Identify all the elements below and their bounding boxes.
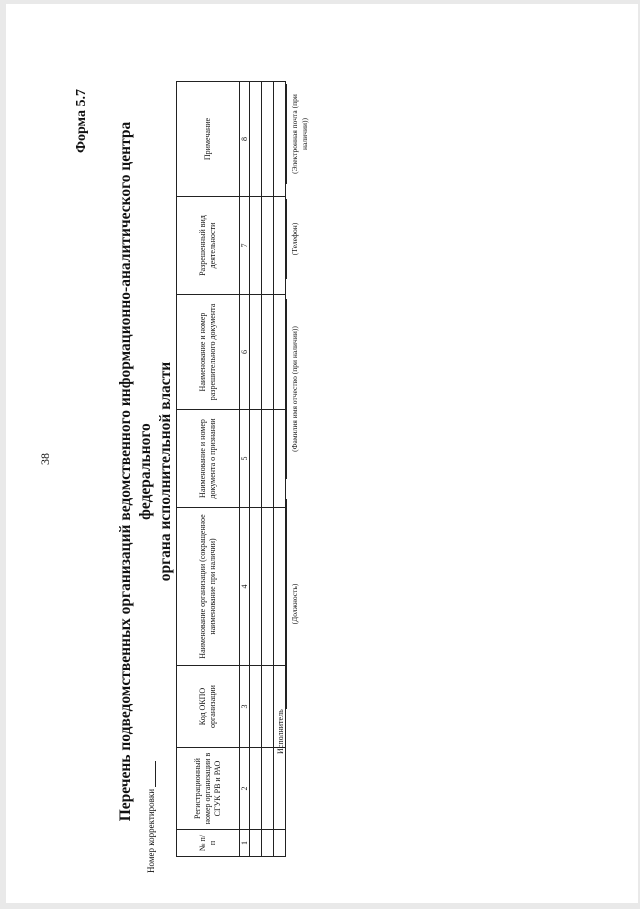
column-number: 1 <box>240 830 250 857</box>
table-cell <box>274 410 286 508</box>
header-cell: Разрешенный вид деятельности <box>177 197 240 295</box>
email-caption: (Электронная почта (при наличии)) <box>290 94 309 174</box>
table-cell <box>262 830 274 857</box>
header-cell: Наименование и номер разрешительного документа <box>177 295 240 410</box>
table-cell <box>250 295 262 410</box>
table-cell <box>274 748 286 830</box>
table-cell <box>274 197 286 295</box>
header-cell: № п/п <box>177 830 240 857</box>
header-cell: Наименование организации (сокращенное наименование при наличии) <box>177 508 240 666</box>
title-line-2: органа исполнительной власти <box>157 361 174 582</box>
table-cell <box>250 508 262 666</box>
table-cell <box>274 295 286 410</box>
table-cell <box>250 197 262 295</box>
table-cell <box>262 748 274 830</box>
header-cell: Примечание <box>177 82 240 197</box>
table-cell <box>262 508 274 666</box>
table-cell <box>262 197 274 295</box>
column-number: 4 <box>240 508 250 666</box>
table-header-row <box>177 82 240 857</box>
table-cell <box>274 508 286 666</box>
correction-label: Номер корректировки <box>146 788 156 873</box>
table-cell <box>262 295 274 410</box>
header-cell: Код ОКПО организации <box>177 666 240 748</box>
document-title <box>116 74 176 869</box>
table-cell <box>250 410 262 508</box>
name-signature-line <box>286 299 287 479</box>
table-row <box>262 82 274 857</box>
table-cell <box>274 82 286 197</box>
table-cell <box>250 82 262 197</box>
table-cell <box>250 748 262 830</box>
name-caption: (Фамилия имя отчество (при наличии)) <box>290 326 299 452</box>
table-cell <box>250 666 262 748</box>
column-number: 5 <box>240 410 250 508</box>
column-number: 8 <box>240 82 250 197</box>
column-number-row <box>240 82 250 857</box>
document-page <box>6 4 638 903</box>
form-label: Форма 5.7 <box>74 89 89 154</box>
phone-caption: (Телефон) <box>290 222 299 256</box>
column-number: 2 <box>240 748 250 830</box>
table-cell <box>262 666 274 748</box>
title-line-1: Перечень подведомственных организаций ведомственного информационно-аналитического центра федерального <box>117 121 154 822</box>
position-caption: (Должность) <box>290 583 299 625</box>
organizations-table <box>176 81 286 857</box>
table-cell <box>250 830 262 857</box>
header-cell: Регистрационный номер организации в СГУК РВ и РАО <box>177 748 240 830</box>
rotated-landscape-form <box>6 4 640 909</box>
column-number: 3 <box>240 666 250 748</box>
table-cell <box>262 82 274 197</box>
executor-label: Исполнитель <box>276 709 285 754</box>
email-signature-line <box>286 84 287 184</box>
phone-signature-line <box>286 199 287 279</box>
table-row <box>250 82 262 857</box>
correction-blank <box>147 761 156 787</box>
position-signature-line <box>286 499 287 709</box>
header-cell: Наименование и номер документа о признании <box>177 410 240 508</box>
correction-number <box>146 761 156 873</box>
table-cell <box>262 410 274 508</box>
table-cell <box>274 830 286 857</box>
column-number: 7 <box>240 197 250 295</box>
column-number: 6 <box>240 295 250 410</box>
page-number: 38 <box>38 453 52 465</box>
